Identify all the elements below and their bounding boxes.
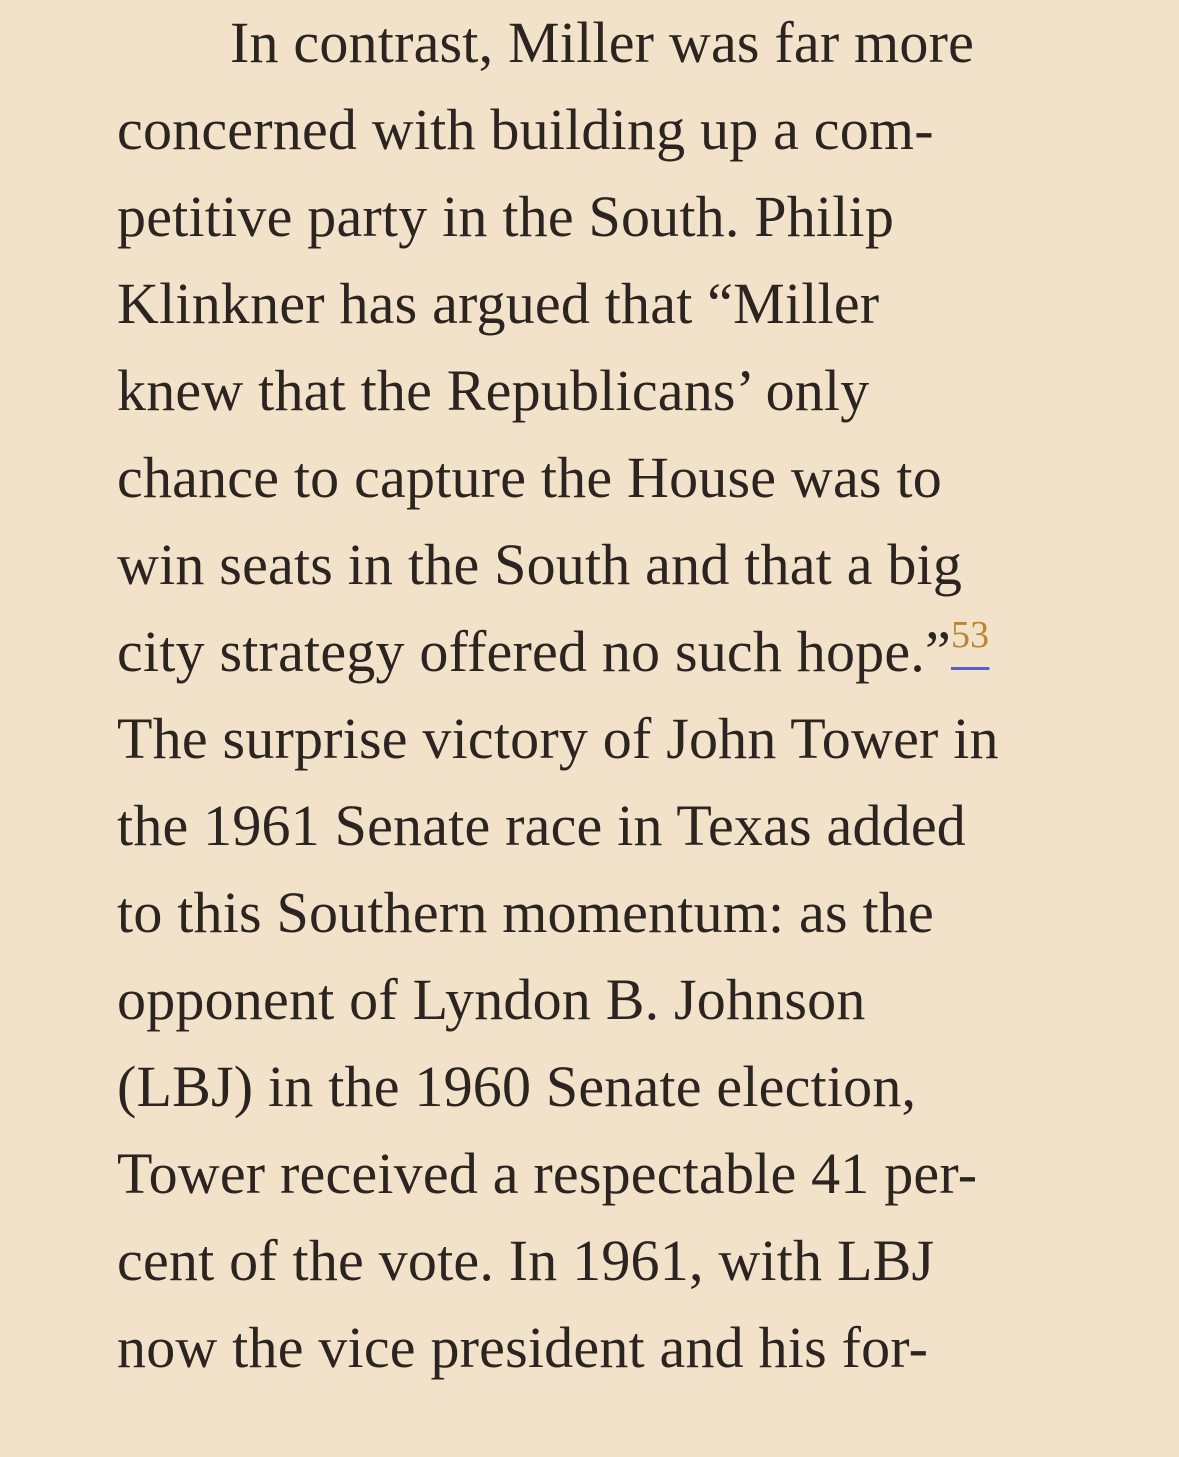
text-line: knew that the Republicans’ only	[117, 358, 870, 423]
text-line: Tower received a respectable 41 per-	[117, 1141, 978, 1206]
text-line: Klinkner has argued that “Miller	[117, 271, 880, 336]
text-line: In contrast, Miller was far more	[230, 10, 975, 75]
text-line: concerned with building up a com-	[117, 97, 934, 162]
text-line: the 1961 Senate race in Texas added	[117, 793, 966, 858]
text-line: chance to capture the House was to	[117, 445, 942, 510]
text-line: to this Southern momentum: as the	[117, 880, 934, 945]
text-line-with-footnote	[117, 614, 990, 687]
text-line: The surprise victory of John Tower in	[117, 706, 999, 771]
text-line: opponent of Lyndon B. Johnson	[117, 967, 866, 1032]
footnote-link[interactable]: 53	[950, 614, 990, 656]
text-line: (LBJ) in the 1960 Senate election,	[117, 1054, 917, 1119]
text-line: cent of the vote. In 1961, with LBJ	[117, 1228, 935, 1293]
text-line: city strategy offered no such hope.”	[117, 619, 951, 684]
text-line: win seats in the South and that a big	[117, 532, 963, 597]
text-line: petitive party in the South. Philip	[117, 184, 895, 249]
text-line: now the vice president and his for-	[117, 1315, 929, 1380]
